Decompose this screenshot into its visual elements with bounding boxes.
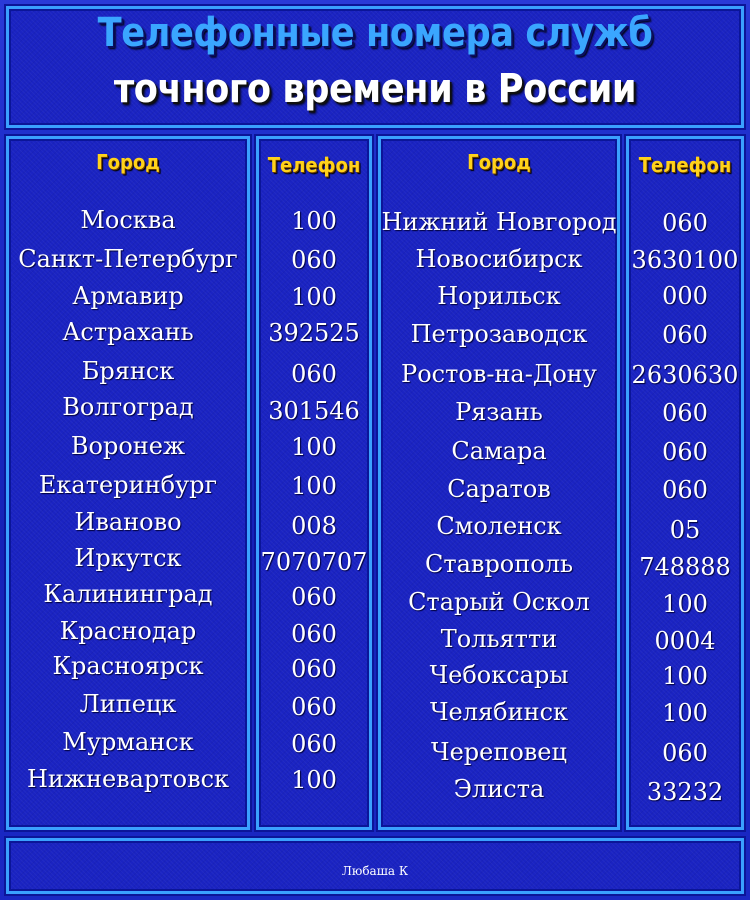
city-name: Калининград bbox=[43, 580, 213, 608]
phone-number: 392525 bbox=[268, 319, 360, 347]
city-name: Краснодар bbox=[59, 617, 197, 645]
phone-number: 100 bbox=[291, 433, 337, 461]
phone-number: 000 bbox=[662, 282, 708, 310]
phone-number: 100 bbox=[291, 283, 337, 311]
phone-number: 301546 bbox=[268, 397, 360, 425]
phone-number: 060 bbox=[291, 620, 337, 648]
city-name: Тольятти bbox=[440, 625, 558, 653]
phone-number: 33232 bbox=[646, 778, 724, 806]
city-name: Мурманск bbox=[62, 728, 194, 756]
phone-number: 060 bbox=[662, 209, 708, 237]
phone-number: 060 bbox=[662, 476, 708, 504]
city-name: Нижний Новгород bbox=[381, 208, 617, 236]
phone-number: 2630630 bbox=[631, 361, 739, 389]
city-name: Екатеринбург bbox=[38, 471, 218, 499]
phone-number: 3630100 bbox=[631, 246, 739, 274]
phone-number: 100 bbox=[291, 766, 337, 794]
city-name: Санкт-Петербург bbox=[18, 245, 238, 273]
city-name: Новосибирск bbox=[415, 245, 583, 273]
city-name: Иваново bbox=[74, 508, 182, 536]
city-name: Красноярск bbox=[52, 652, 204, 680]
city-name: Нижневартовск bbox=[26, 765, 230, 793]
city-name: Самара bbox=[451, 437, 547, 465]
header-phone-right: Телефон bbox=[638, 153, 732, 177]
city-name: Москва bbox=[80, 206, 176, 234]
city-name: Элиста bbox=[453, 775, 545, 803]
phone-number: 008 bbox=[291, 512, 337, 540]
city-name: Брянск bbox=[81, 357, 175, 385]
city-name: Воронеж bbox=[70, 432, 186, 460]
phone-number: 100 bbox=[662, 699, 708, 727]
city-name: Армавир bbox=[72, 282, 184, 310]
phone-number: 100 bbox=[662, 590, 708, 618]
city-name: Смоленск bbox=[436, 512, 562, 540]
phone-number: 060 bbox=[662, 399, 708, 427]
phone-number: 060 bbox=[662, 321, 708, 349]
header-city-left: Город bbox=[96, 150, 160, 174]
phone-number: 060 bbox=[662, 438, 708, 466]
phone-number: 060 bbox=[291, 693, 337, 721]
phone-number: 100 bbox=[291, 207, 337, 235]
phone-number: 0004 bbox=[654, 627, 716, 655]
page-title-line-1: Телефонные номера служб bbox=[97, 10, 653, 56]
city-name: Ростов-на-Дону bbox=[401, 360, 597, 388]
phone-number: 060 bbox=[291, 655, 337, 683]
city-name: Астрахань bbox=[62, 318, 194, 346]
phone-number: 060 bbox=[291, 246, 337, 274]
city-name: Саратов bbox=[447, 475, 551, 503]
phone-number: 100 bbox=[291, 472, 337, 500]
city-name: Чебоксары bbox=[429, 661, 569, 689]
phone-number: 100 bbox=[662, 662, 708, 690]
phone-number: 060 bbox=[291, 730, 337, 758]
city-name: Череповец bbox=[431, 738, 567, 766]
footer-signature: Любаша К bbox=[341, 864, 409, 878]
phone-number: 05 bbox=[669, 516, 701, 544]
phone-number: 060 bbox=[662, 739, 708, 767]
city-name: Рязань bbox=[455, 398, 543, 426]
city-name: Норильск bbox=[437, 282, 561, 310]
page-title-line-2: точного времени в России bbox=[113, 66, 637, 112]
city-name: Иркутск bbox=[74, 544, 182, 572]
city-name: Старый Оскол bbox=[408, 588, 590, 616]
city-name: Липецк bbox=[79, 690, 177, 718]
city-name: Петрозаводск bbox=[410, 320, 588, 348]
city-name: Ставрополь bbox=[424, 550, 574, 578]
header-city-right: Город bbox=[467, 150, 531, 174]
phone-number: 060 bbox=[291, 360, 337, 388]
phone-number: 060 bbox=[291, 583, 337, 611]
city-name: Волгоград bbox=[62, 393, 194, 421]
city-name: Челябинск bbox=[429, 698, 569, 726]
phone-number: 7070707 bbox=[260, 548, 368, 576]
header-phone-left: Телефон bbox=[267, 153, 361, 177]
phone-number: 748888 bbox=[639, 553, 731, 581]
